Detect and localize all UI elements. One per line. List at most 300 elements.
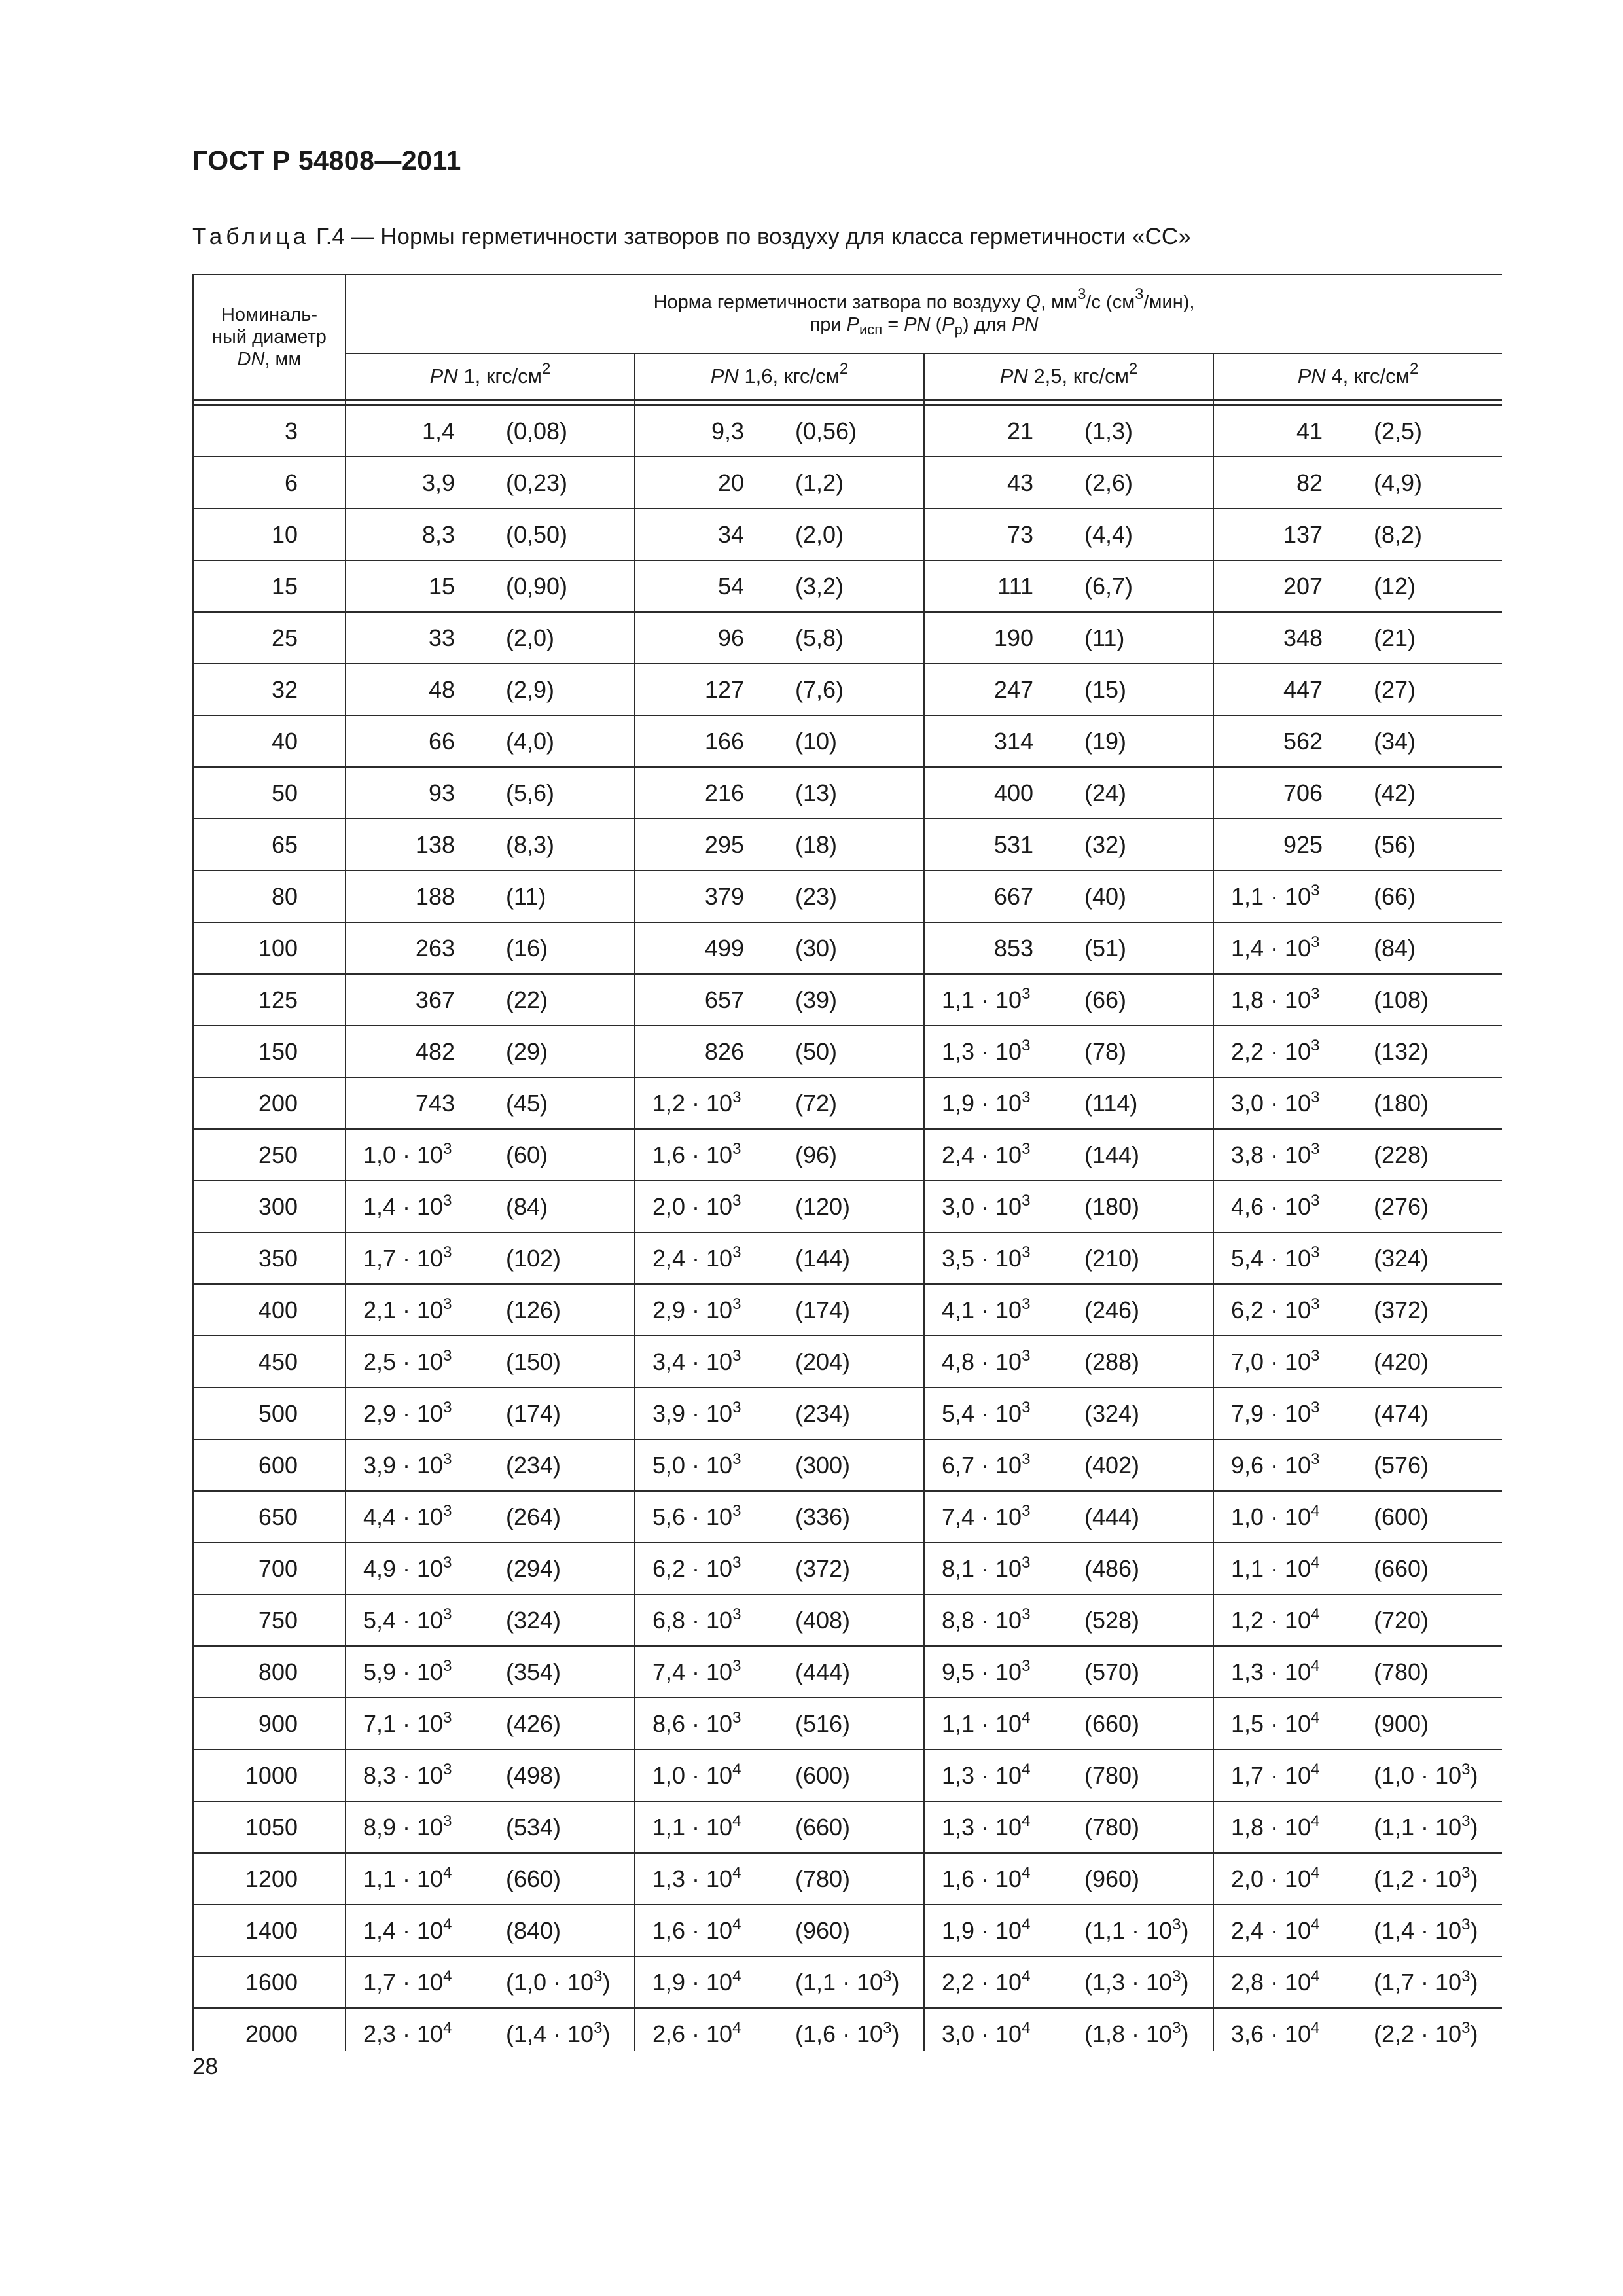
norm-value-cm3min: (234) bbox=[506, 1451, 562, 1479]
norm-cell bbox=[924, 819, 1213, 870]
norm-value-mm3s: $3,0 \cdot 10^3$ bbox=[942, 1191, 1031, 1220]
norm-value-mm3s: $3,9 \cdot 10^3$ bbox=[363, 1450, 452, 1479]
table-row bbox=[193, 1749, 1502, 1801]
norm-cell bbox=[346, 1853, 635, 1905]
norm-value-cm3min: (402) bbox=[1084, 1451, 1140, 1479]
pn-column-header-1 bbox=[346, 353, 635, 400]
norm-value-cm3min: (528) bbox=[1084, 1606, 1140, 1634]
norm-value-cm3min: (5,8) bbox=[795, 624, 844, 651]
norm-cell bbox=[1213, 509, 1502, 560]
pn-unit: кгс/см bbox=[480, 365, 542, 388]
norm-value-mm3s: $9,5 \cdot 10^3$ bbox=[942, 1657, 1031, 1685]
norm-value-mm3s: $2,9 \cdot 10^3$ bbox=[363, 1398, 452, 1427]
norm-value-cm3min: (372) bbox=[1374, 1296, 1429, 1323]
table-row bbox=[193, 1181, 1502, 1232]
norm-cell bbox=[1213, 870, 1502, 922]
norm-value-mm3s: $1,0 \cdot 10^4$ bbox=[652, 1760, 741, 1789]
table-row bbox=[193, 819, 1502, 870]
norm-value-cm3min: (24) bbox=[1084, 779, 1127, 806]
norm-cell bbox=[1213, 1853, 1502, 1905]
norm-value-cm3min: (498) bbox=[506, 1761, 562, 1789]
norm-value-mm3s: $1,7 \cdot 10^3$ bbox=[363, 1243, 452, 1272]
norm-header-sup1: 3 bbox=[1077, 285, 1086, 304]
norm-value-mm3s: 925 bbox=[1283, 831, 1323, 858]
norm-value-cm3min: (174) bbox=[795, 1296, 851, 1323]
norm-value-cm3min: (132) bbox=[1374, 1037, 1429, 1065]
norm-value-cm3min: (534) bbox=[506, 1813, 562, 1840]
pn-value: 1, bbox=[457, 365, 481, 388]
norm-cell bbox=[635, 560, 924, 612]
dn-column-header bbox=[193, 274, 346, 400]
pn-unit: кгс/см bbox=[1067, 365, 1129, 388]
dn-cell: 65 bbox=[193, 819, 346, 870]
norm-value-cm3min: (144) bbox=[1084, 1141, 1140, 1168]
norm-value-mm3s: $2,8 \cdot 10^4$ bbox=[1231, 1967, 1320, 1996]
norm-value-mm3s: $1,3 \cdot 10^4$ bbox=[1231, 1657, 1320, 1685]
norm-value-cm3min: (210) bbox=[1084, 1244, 1140, 1272]
norm-value-cm3min: (108) bbox=[1374, 986, 1429, 1013]
norm-value-cm3min: (8,2) bbox=[1374, 520, 1423, 548]
norm-value-cm3min: (150) bbox=[506, 1348, 562, 1375]
norm-value-cm3min: (27) bbox=[1374, 675, 1416, 703]
norm-value-mm3s: $8,3 \cdot 10^3$ bbox=[363, 1760, 452, 1789]
norm-cell bbox=[1213, 767, 1502, 819]
norm-value-cm3min: (19) bbox=[1084, 727, 1127, 755]
norms-table-container bbox=[192, 274, 1502, 2051]
dn-cell: 50 bbox=[193, 767, 346, 819]
norm-value-mm3s: $1,3 \cdot 10^3$ bbox=[942, 1036, 1031, 1065]
norm-cell bbox=[1213, 1749, 1502, 1801]
norm-cell bbox=[346, 457, 635, 509]
table-row bbox=[193, 1594, 1502, 1646]
norm-value-cm3min: (51) bbox=[1084, 934, 1127, 961]
norm-cell bbox=[1213, 715, 1502, 767]
pn-value: 4, bbox=[1325, 365, 1349, 388]
table-row bbox=[193, 1284, 1502, 1336]
norm-value-mm3s: 190 bbox=[993, 624, 1033, 651]
norm-cell bbox=[346, 1698, 635, 1749]
norm-value-cm3min: (45) bbox=[506, 1089, 548, 1117]
dn-cell: 80 bbox=[193, 870, 346, 922]
table-caption bbox=[192, 224, 1191, 250]
norm-header-pn2: PN bbox=[1012, 314, 1039, 336]
norm-value-cm3min: (66) bbox=[1374, 882, 1416, 910]
dn-cell: 400 bbox=[193, 1284, 346, 1336]
dn-cell: 40 bbox=[193, 715, 346, 767]
dn-header-symbol: DN bbox=[237, 349, 265, 370]
table-row bbox=[193, 715, 1502, 767]
norm-value-mm3s: $3,8 \cdot 10^3$ bbox=[1231, 1139, 1320, 1168]
norm-value-cm3min: (18) bbox=[795, 831, 838, 858]
norm-value-cm3min: $(1,6 \cdot 10^3)$ bbox=[795, 2018, 900, 2047]
norm-value-cm3min: (570) bbox=[1084, 1658, 1140, 1685]
norm-cell bbox=[924, 560, 1213, 612]
norm-header-eq: = bbox=[882, 314, 904, 336]
table-row bbox=[193, 767, 1502, 819]
norms-table bbox=[192, 274, 1502, 2051]
norm-value-cm3min: (444) bbox=[795, 1658, 851, 1685]
norm-cell bbox=[924, 2008, 1213, 2051]
norm-cell bbox=[924, 612, 1213, 664]
norm-cell bbox=[924, 1439, 1213, 1491]
norm-cell bbox=[346, 2008, 635, 2051]
dn-cell: 32 bbox=[193, 664, 346, 715]
norm-value-cm3min: (288) bbox=[1084, 1348, 1140, 1375]
norm-value-mm3s: 34 bbox=[717, 520, 744, 548]
norm-cell bbox=[924, 1181, 1213, 1232]
norm-value-mm3s: $2,0 \cdot 10^4$ bbox=[1231, 1863, 1320, 1892]
norm-cell bbox=[1213, 1905, 1502, 1956]
norm-cell bbox=[346, 870, 635, 922]
table-row bbox=[193, 1336, 1502, 1388]
norm-cell bbox=[635, 1594, 924, 1646]
page-number: 28 bbox=[192, 2054, 218, 2079]
norm-value-mm3s: $2,2 \cdot 10^3$ bbox=[1231, 1036, 1320, 1065]
dn-header-line2: ный диаметр bbox=[212, 327, 327, 348]
norm-value-mm3s: 43 bbox=[1007, 469, 1033, 496]
norm-value-cm3min: (1,3) bbox=[1084, 417, 1133, 444]
norm-cell bbox=[635, 1646, 924, 1698]
dn-cell: 350 bbox=[193, 1232, 346, 1284]
norm-value-mm3s: 743 bbox=[415, 1089, 455, 1117]
norm-cell bbox=[924, 1646, 1213, 1698]
norm-value-mm3s: 111 bbox=[997, 572, 1033, 600]
norm-value-cm3min: $(1,8 \cdot 10^3)$ bbox=[1084, 2018, 1189, 2047]
norm-value-mm3s: $6,8 \cdot 10^3$ bbox=[652, 1605, 741, 1634]
norm-value-mm3s: 73 bbox=[1007, 520, 1033, 548]
norm-value-cm3min: (780) bbox=[1084, 1813, 1140, 1840]
norm-cell bbox=[924, 922, 1213, 974]
pn-unit-sup: 2 bbox=[839, 360, 849, 378]
norm-value-cm3min: (174) bbox=[506, 1399, 562, 1427]
norm-value-mm3s: $1,6 \cdot 10^4$ bbox=[652, 1915, 741, 1944]
norm-value-cm3min: (1,2) bbox=[795, 469, 844, 496]
norm-value-mm3s: $3,6 \cdot 10^4$ bbox=[1231, 2018, 1320, 2047]
norm-cell bbox=[635, 1026, 924, 1077]
norm-value-cm3min: (29) bbox=[506, 1037, 548, 1065]
norm-header-pp-sub: р bbox=[954, 321, 963, 338]
norm-value-cm3min: $(1,4 \cdot 10^3)$ bbox=[1374, 1915, 1478, 1944]
norm-value-mm3s: 216 bbox=[704, 779, 744, 806]
norm-value-mm3s: $4,4 \cdot 10^3$ bbox=[363, 1501, 452, 1530]
norm-value-cm3min: (23) bbox=[795, 882, 838, 910]
norm-header-unit3: /мин), bbox=[1143, 292, 1195, 314]
norm-value-cm3min: (7,6) bbox=[795, 675, 844, 703]
pn-column-header-4 bbox=[1213, 353, 1502, 400]
norm-value-cm3min: (660) bbox=[1084, 1710, 1140, 1737]
norm-value-mm3s: $3,0 \cdot 10^4$ bbox=[942, 2018, 1031, 2047]
norm-cell bbox=[635, 767, 924, 819]
norm-value-mm3s: 263 bbox=[415, 934, 455, 961]
norm-cell bbox=[924, 715, 1213, 767]
pn-label: PN bbox=[1297, 365, 1326, 388]
table-caption-prefix: Таблица bbox=[192, 224, 310, 249]
norm-value-cm3min: (21) bbox=[1374, 624, 1416, 651]
norm-cell bbox=[346, 922, 635, 974]
norm-value-cm3min: (15) bbox=[1084, 675, 1127, 703]
norm-value-mm3s: $5,4 \cdot 10^3$ bbox=[942, 1398, 1031, 1427]
pn-label: PN bbox=[999, 365, 1028, 388]
norm-value-mm3s: 93 bbox=[428, 779, 455, 806]
norm-value-mm3s: $5,4 \cdot 10^3$ bbox=[363, 1605, 452, 1634]
norm-cell bbox=[924, 1232, 1213, 1284]
norm-cell bbox=[1213, 1801, 1502, 1853]
table-row bbox=[193, 922, 1502, 974]
pn-unit-sup: 2 bbox=[1128, 360, 1138, 378]
norm-value-cm3min: (0,23) bbox=[506, 469, 568, 496]
norm-cell bbox=[1213, 1491, 1502, 1543]
norm-value-cm3min: (8,3) bbox=[506, 831, 555, 858]
norm-cell bbox=[1213, 457, 1502, 509]
norm-value-cm3min: (420) bbox=[1374, 1348, 1429, 1375]
norm-cell bbox=[1213, 560, 1502, 612]
norm-value-mm3s: 706 bbox=[1283, 779, 1323, 806]
norm-value-cm3min: (294) bbox=[506, 1554, 562, 1582]
norm-value-cm3min: (39) bbox=[795, 986, 838, 1013]
table-row bbox=[193, 612, 1502, 664]
norm-header-pp: P bbox=[942, 314, 955, 336]
norm-value-cm3min: (40) bbox=[1084, 882, 1127, 910]
norm-value-mm3s: $1,8 \cdot 10^4$ bbox=[1231, 1812, 1320, 1840]
norm-cell bbox=[1213, 1439, 1502, 1491]
norm-value-cm3min: (120) bbox=[795, 1193, 851, 1220]
norm-cell bbox=[346, 767, 635, 819]
norm-cell bbox=[924, 1801, 1213, 1853]
norm-cell bbox=[635, 509, 924, 560]
norm-value-mm3s: $3,4 \cdot 10^3$ bbox=[652, 1346, 741, 1375]
norm-value-mm3s: $3,5 \cdot 10^3$ bbox=[942, 1243, 1031, 1272]
norm-cell bbox=[1213, 664, 1502, 715]
norm-value-mm3s: 33 bbox=[428, 624, 455, 651]
norm-value-mm3s: $1,1 \cdot 10^3$ bbox=[1231, 881, 1320, 910]
dn-cell: 1600 bbox=[193, 1956, 346, 2008]
norm-cell bbox=[1213, 1232, 1502, 1284]
dn-cell: 2000 bbox=[193, 2008, 346, 2051]
norm-value-cm3min: (30) bbox=[795, 934, 838, 961]
dn-cell: 450 bbox=[193, 1336, 346, 1388]
norm-value-mm3s: $1,4 \cdot 10^3$ bbox=[1231, 933, 1320, 961]
norm-value-cm3min: $(2,2 \cdot 10^3)$ bbox=[1374, 2018, 1478, 2047]
norm-value-cm3min: (660) bbox=[506, 1865, 562, 1892]
norm-value-mm3s: $2,1 \cdot 10^3$ bbox=[363, 1295, 452, 1323]
pn-label: PN bbox=[429, 365, 458, 388]
pn-unit-sup: 2 bbox=[1409, 360, 1419, 378]
table-row bbox=[193, 1956, 1502, 2008]
norm-value-mm3s: 348 bbox=[1283, 624, 1323, 651]
norm-value-mm3s: $1,3 \cdot 10^4$ bbox=[942, 1760, 1031, 1789]
norm-cell bbox=[346, 1905, 635, 1956]
table-row bbox=[193, 1698, 1502, 1749]
table-row bbox=[193, 870, 1502, 922]
norm-value-mm3s: 853 bbox=[993, 934, 1033, 961]
norm-value-mm3s: $1,1 \cdot 10^4$ bbox=[363, 1863, 452, 1892]
norm-cell bbox=[924, 1905, 1213, 1956]
norm-value-mm3s: 21 bbox=[1007, 417, 1033, 444]
norm-value-mm3s: $5,4 \cdot 10^3$ bbox=[1231, 1243, 1320, 1272]
pn-unit-sup: 2 bbox=[541, 360, 551, 378]
norm-value-mm3s: $1,1 \cdot 10^4$ bbox=[1231, 1553, 1320, 1582]
norm-cell bbox=[635, 974, 924, 1026]
norm-value-cm3min: (900) bbox=[1374, 1710, 1429, 1737]
norm-value-cm3min: (42) bbox=[1374, 779, 1416, 806]
norm-cell bbox=[924, 1129, 1213, 1181]
norm-value-cm3min: (576) bbox=[1374, 1451, 1429, 1479]
table-row bbox=[193, 1388, 1502, 1439]
norm-value-mm3s: $1,3 \cdot 10^4$ bbox=[652, 1863, 741, 1892]
norm-cell bbox=[1213, 819, 1502, 870]
norm-value-mm3s: $6,2 \cdot 10^3$ bbox=[652, 1553, 741, 1582]
norm-value-mm3s: 400 bbox=[993, 779, 1033, 806]
norm-value-mm3s: $2,9 \cdot 10^3$ bbox=[652, 1295, 741, 1323]
norm-header-q: Q bbox=[1026, 292, 1041, 314]
norm-cell bbox=[346, 1491, 635, 1543]
norm-value-cm3min: (96) bbox=[795, 1141, 838, 1168]
dn-cell: 125 bbox=[193, 974, 346, 1026]
norm-value-cm3min: (426) bbox=[506, 1710, 562, 1737]
norm-value-cm3min: (4,9) bbox=[1374, 469, 1423, 496]
norm-value-mm3s: $7,4 \cdot 10^3$ bbox=[652, 1657, 741, 1685]
norm-value-cm3min: $(1,1 \cdot 10^3)$ bbox=[1084, 1915, 1189, 1944]
norm-header-unit1: , мм bbox=[1041, 292, 1078, 314]
norm-cell bbox=[635, 1129, 924, 1181]
norm-header-open: ( bbox=[930, 314, 942, 336]
norm-value-mm3s: $7,9 \cdot 10^3$ bbox=[1231, 1398, 1320, 1427]
norm-cell bbox=[1213, 1284, 1502, 1336]
norm-value-cm3min: (2,0) bbox=[795, 520, 844, 548]
norm-value-mm3s: $1,2 \cdot 10^4$ bbox=[1231, 1605, 1320, 1634]
norm-value-mm3s: 562 bbox=[1283, 727, 1323, 755]
norm-cell bbox=[924, 1077, 1213, 1129]
norm-value-cm3min: (4,4) bbox=[1084, 520, 1133, 548]
norm-value-mm3s: $1,2 \cdot 10^3$ bbox=[652, 1088, 741, 1117]
norm-cell bbox=[1213, 1181, 1502, 1232]
norm-value-cm3min: (444) bbox=[1084, 1503, 1140, 1530]
norm-value-cm3min: (16) bbox=[506, 934, 548, 961]
norm-value-mm3s: 15 bbox=[428, 572, 455, 600]
norm-value-mm3s: $2,5 \cdot 10^3$ bbox=[363, 1346, 452, 1375]
norm-cell bbox=[346, 1077, 635, 1129]
norm-cell bbox=[635, 1439, 924, 1491]
norm-value-mm3s: $8,1 \cdot 10^3$ bbox=[942, 1553, 1031, 1582]
norm-value-mm3s: $1,8 \cdot 10^3$ bbox=[1231, 984, 1320, 1013]
norm-value-cm3min: (600) bbox=[795, 1761, 851, 1789]
norm-cell bbox=[346, 1594, 635, 1646]
norm-value-mm3s: $9,6 \cdot 10^3$ bbox=[1231, 1450, 1320, 1479]
norm-cell bbox=[924, 767, 1213, 819]
norm-value-cm3min: (660) bbox=[795, 1813, 851, 1840]
norm-value-cm3min: (2,0) bbox=[506, 624, 555, 651]
norm-value-mm3s: 66 bbox=[428, 727, 455, 755]
norm-cell bbox=[346, 1439, 635, 1491]
dn-header-line1: Номиналь- bbox=[221, 304, 318, 325]
norm-value-mm3s: $1,9 \cdot 10^4$ bbox=[942, 1915, 1031, 1944]
dn-cell: 10 bbox=[193, 509, 346, 560]
norm-cell bbox=[346, 819, 635, 870]
norm-cell bbox=[924, 974, 1213, 1026]
dn-cell: 600 bbox=[193, 1439, 346, 1491]
norm-value-cm3min: (600) bbox=[1374, 1503, 1429, 1530]
dn-cell: 25 bbox=[193, 612, 346, 664]
table-row bbox=[193, 1801, 1502, 1853]
norm-value-mm3s: 48 bbox=[428, 675, 455, 703]
norm-value-cm3min: (204) bbox=[795, 1348, 851, 1375]
norm-value-cm3min: (780) bbox=[795, 1865, 851, 1892]
table-row bbox=[193, 974, 1502, 1026]
norm-value-cm3min: (780) bbox=[1084, 1761, 1140, 1789]
norm-value-cm3min: (0,56) bbox=[795, 417, 857, 444]
norm-value-mm3s: $8,6 \cdot 10^3$ bbox=[652, 1708, 741, 1737]
norm-value-mm3s: 367 bbox=[415, 986, 455, 1013]
norm-value-mm3s: $1,3 \cdot 10^4$ bbox=[942, 1812, 1031, 1840]
dn-cell: 1200 bbox=[193, 1853, 346, 1905]
norm-value-mm3s: $1,1 \cdot 10^4$ bbox=[942, 1708, 1031, 1737]
norm-value-mm3s: 247 bbox=[993, 675, 1033, 703]
dn-header-unit: , мм bbox=[264, 349, 302, 370]
norm-value-mm3s: $8,8 \cdot 10^3$ bbox=[942, 1605, 1031, 1634]
norm-cell bbox=[924, 1853, 1213, 1905]
norm-value-cm3min: (276) bbox=[1374, 1193, 1429, 1220]
norm-cell bbox=[1213, 2008, 1502, 2051]
norm-header-p-sub: исп bbox=[859, 321, 883, 338]
dn-cell: 300 bbox=[193, 1181, 346, 1232]
norm-value-mm3s: 3,9 bbox=[421, 469, 455, 496]
norm-cell bbox=[346, 1336, 635, 1388]
norm-value-mm3s: $2,4 \cdot 10^3$ bbox=[942, 1139, 1031, 1168]
norm-value-mm3s: $4,1 \cdot 10^3$ bbox=[942, 1295, 1031, 1323]
norm-cell bbox=[346, 612, 635, 664]
norm-cell bbox=[635, 612, 924, 664]
norm-value-mm3s: $1,4 \cdot 10^4$ bbox=[363, 1915, 452, 1944]
norm-value-cm3min: (264) bbox=[506, 1503, 562, 1530]
norm-value-mm3s: $7,0 \cdot 10^3$ bbox=[1231, 1346, 1320, 1375]
norm-value-mm3s: $1,9 \cdot 10^3$ bbox=[942, 1088, 1031, 1117]
norm-value-mm3s: 207 bbox=[1283, 572, 1323, 600]
norm-value-mm3s: 1,4 bbox=[421, 417, 455, 444]
norm-value-mm3s: $1,0 \cdot 10^3$ bbox=[363, 1139, 452, 1168]
norm-cell bbox=[1213, 1077, 1502, 1129]
table-row bbox=[193, 1491, 1502, 1543]
norm-cell bbox=[635, 1077, 924, 1129]
norm-value-mm3s: 41 bbox=[1296, 417, 1323, 444]
norm-cell bbox=[346, 1388, 635, 1439]
norm-value-cm3min: $(1,2 \cdot 10^3)$ bbox=[1374, 1863, 1478, 1892]
norm-value-cm3min: (960) bbox=[795, 1916, 851, 1944]
norm-cell bbox=[346, 1284, 635, 1336]
norm-cell bbox=[1213, 405, 1502, 457]
norm-value-cm3min: (960) bbox=[1084, 1865, 1140, 1892]
norm-cell bbox=[924, 1336, 1213, 1388]
norm-value-cm3min: (300) bbox=[795, 1451, 851, 1479]
dn-cell: 200 bbox=[193, 1077, 346, 1129]
norm-value-cm3min: (10) bbox=[795, 727, 838, 755]
norm-cell bbox=[1213, 1646, 1502, 1698]
norm-cell bbox=[924, 1388, 1213, 1439]
pn-column-header-2 bbox=[635, 353, 924, 400]
norm-value-cm3min: (3,2) bbox=[795, 572, 844, 600]
norm-value-mm3s: $2,6 \cdot 10^4$ bbox=[652, 2018, 741, 2047]
norm-value-cm3min: (0,90) bbox=[506, 572, 568, 600]
norm-value-cm3min: (66) bbox=[1084, 986, 1127, 1013]
norm-value-cm3min: $(1,0 \cdot 10^3)$ bbox=[506, 1967, 611, 1996]
table-row bbox=[193, 1232, 1502, 1284]
dn-cell: 500 bbox=[193, 1388, 346, 1439]
norm-value-mm3s: $1,1 \cdot 10^4$ bbox=[652, 1812, 741, 1840]
norm-value-mm3s: $1,9 \cdot 10^4$ bbox=[652, 1967, 741, 1996]
norm-cell bbox=[1213, 1594, 1502, 1646]
norm-value-cm3min: (4,0) bbox=[506, 727, 555, 755]
norm-cell bbox=[635, 457, 924, 509]
norm-value-mm3s: $1,0 \cdot 10^4$ bbox=[1231, 1501, 1320, 1530]
